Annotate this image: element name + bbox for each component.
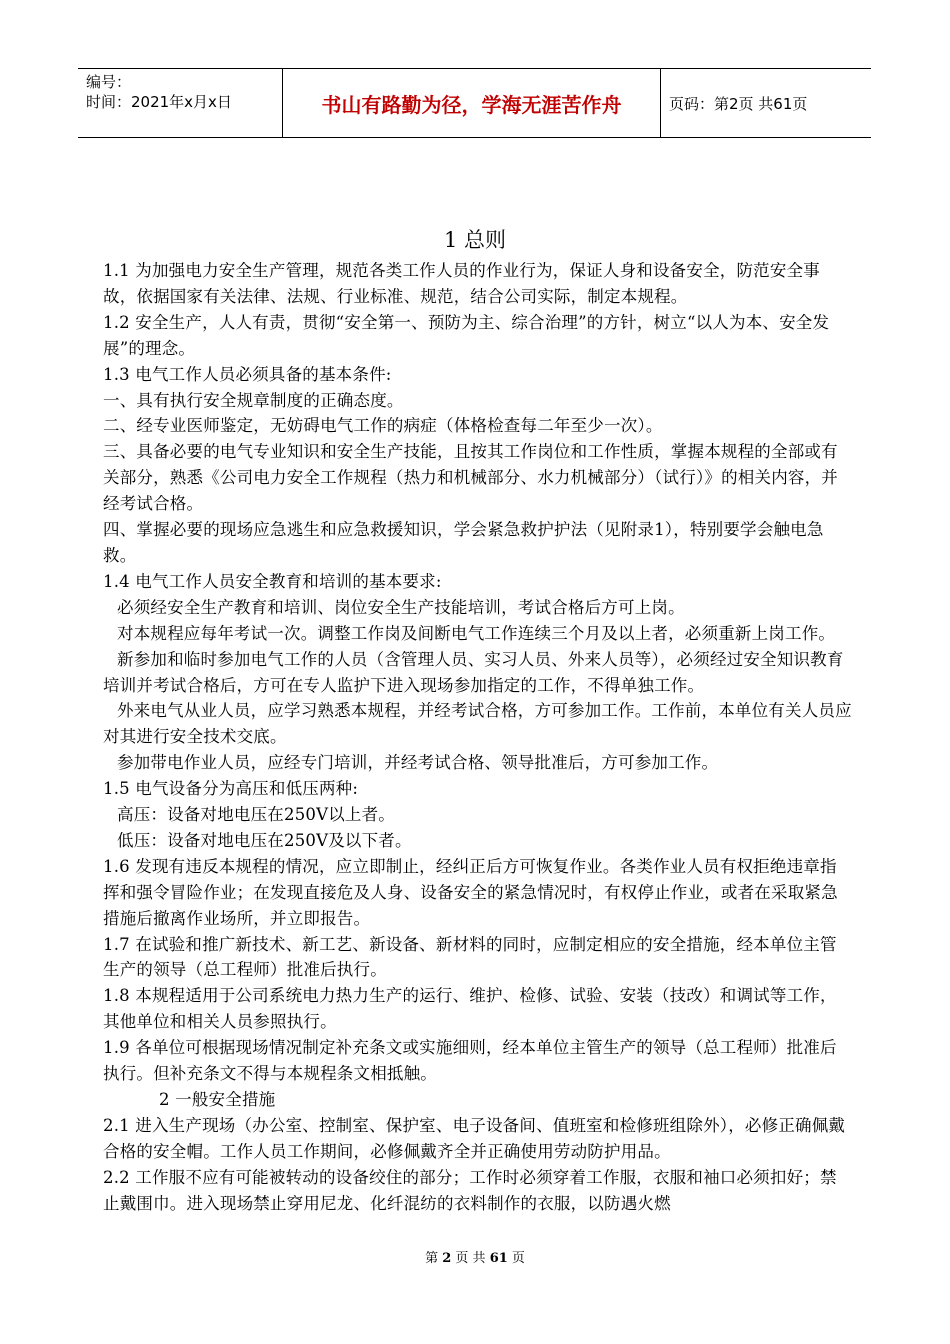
header-motto: 书山有路勤为径，学海无涯苦作舟 [282, 69, 661, 137]
footer-prefix: 第 [425, 1251, 439, 1266]
paragraph: 三、具备必要的电气专业知识和安全生产技能，且按其工作岗位和工作性质，掌握本规程的全部或有关部分，熟悉《公司电力安全工作规程（热力和机械部分、水力机械部分）（试行）》的相关内容，并经考试合格。 [103, 442, 838, 514]
paragraph: 1.7 在试验和推广新技术、新工艺、新设备、新材料的同时，应制定相应的安全措施，经本单位主管生产的领导（总工程师）批准后执行。 [103, 934, 837, 980]
paragraph: 1.6 发现有违反本规程的情况，应立即制止，经纠正后方可恢复作业。各类作业人员有权拒绝违章指挥和强令冒险作业；在发现直接危及人身、设备安全的紧急情况时，有权停止作业，或者在采取紧急措施后撤离作业场所，并立即报告。 [103, 856, 838, 928]
paragraph: 二、经专业医师鉴定，无妨碍电气工作的病症（体格检查每二年至少一次）。 [103, 416, 663, 436]
footer-total-pages: 61 [489, 1251, 508, 1266]
paragraph: 高压：设备对地电压在250V以上者。 [117, 805, 396, 825]
paragraph: 参加带电作业人员，应经专门培训，并经考试合格、领导批准后，方可参加工作。 [117, 753, 719, 773]
footer-suffix: 页 [511, 1251, 525, 1266]
code-label: 编号： [86, 73, 132, 91]
paragraph: 1.5 电气设备分为高压和低压两种: [103, 779, 359, 799]
paragraph: 2.2 工作服不应有可能被转动的设备绞住的部分；工作时必须穿着工作服，衣服和袖口必须扣好；禁止戴围巾。进入现场禁止穿用尼龙、化纤混纺的衣料制作的衣服，以防遇火燃 [103, 1167, 837, 1213]
paragraph: 1.9 各单位可根据现场情况制定补充条文或实施细则，经本单位主管生产的领导（总工程师）批准后执行。但补充条文不得与本规程条文相抵触。 [103, 1038, 837, 1084]
document-body [103, 258, 853, 1217]
subsection-heading: 2 一般安全措施 [159, 1090, 276, 1109]
paragraph: 必须经安全生产教育和培训、岗位安全生产技能培训，考试合格后方可上岗。 [117, 597, 685, 617]
footer-middle: 页 共 [455, 1251, 486, 1266]
header-left-cell [78, 69, 282, 137]
paragraph: 四、掌握必要的现场应急逃生和应急救援知识，学会紧急救护护法（见附录1），特别要学会触电急救。 [103, 520, 824, 565]
paragraph: 低压：设备对地电压在250V及以下者。 [117, 830, 412, 850]
paragraph: 1.4 电气工作人员安全教育和培训的基本要求: [103, 571, 442, 591]
paragraph: 2.1 进入生产现场（办公室、控制室、保护室、电子设备间、值班室和检修班组除外），必修正确佩戴合格的安全帽。工作人员工作期间，必修佩戴齐全并正确使用劳动防护用品。 [103, 1115, 846, 1161]
paragraph: 1.1 为加强电力安全生产管理，规范各类工作人员的作业行为，保证人身和设备安全，防范安全事故，依据国家有关法律、法规、行业标准、规范，结合公司实际，制定本规程。 [103, 261, 820, 306]
paragraph: 对本规程应每年考试一次。调整工作岗及间断电气工作连续三个月及以上者，必须重新上岗工作。 [117, 623, 836, 643]
paragraph: 新参加和临时参加电气工作的人员（含管理人员、实习人员、外来人员等），必须经过安全知识教育培训并考试合格后，方可在专人监护下进入现场参加指定的工作，不得单独工作。 [103, 649, 844, 695]
page-footer [0, 1247, 950, 1266]
paragraph: 1.8 本规程适用于公司系统电力热力生产的运行、维护、检修、试验、安装（技改）和调试等工作，其他单位和相关人员参照执行。 [103, 986, 837, 1032]
paragraph: 1.2 安全生产，人人有责，贯彻“安全第一、预防为主、综合治理”的方针，树立“以人为本、安全发展”的理念。 [103, 312, 830, 358]
page-header [78, 68, 871, 138]
footer-page-number: 2 [442, 1251, 452, 1266]
paragraph: 1.3 电气工作人员必须具备的基本条件: [103, 364, 392, 384]
header-page-info: 页码：第2页 共61页 [669, 94, 808, 113]
paragraph: 外来电气从业人员，应学习熟悉本规程，并经考试合格，方可参加工作。工作前，本单位有关人员应对其进行安全技术交底。 [103, 701, 852, 747]
section-title: 1 总则 [443, 228, 507, 252]
time-label: 时间：2021年x月x日 [86, 93, 232, 111]
paragraph: 一、具有执行安全规章制度的正确态度。 [103, 390, 404, 410]
